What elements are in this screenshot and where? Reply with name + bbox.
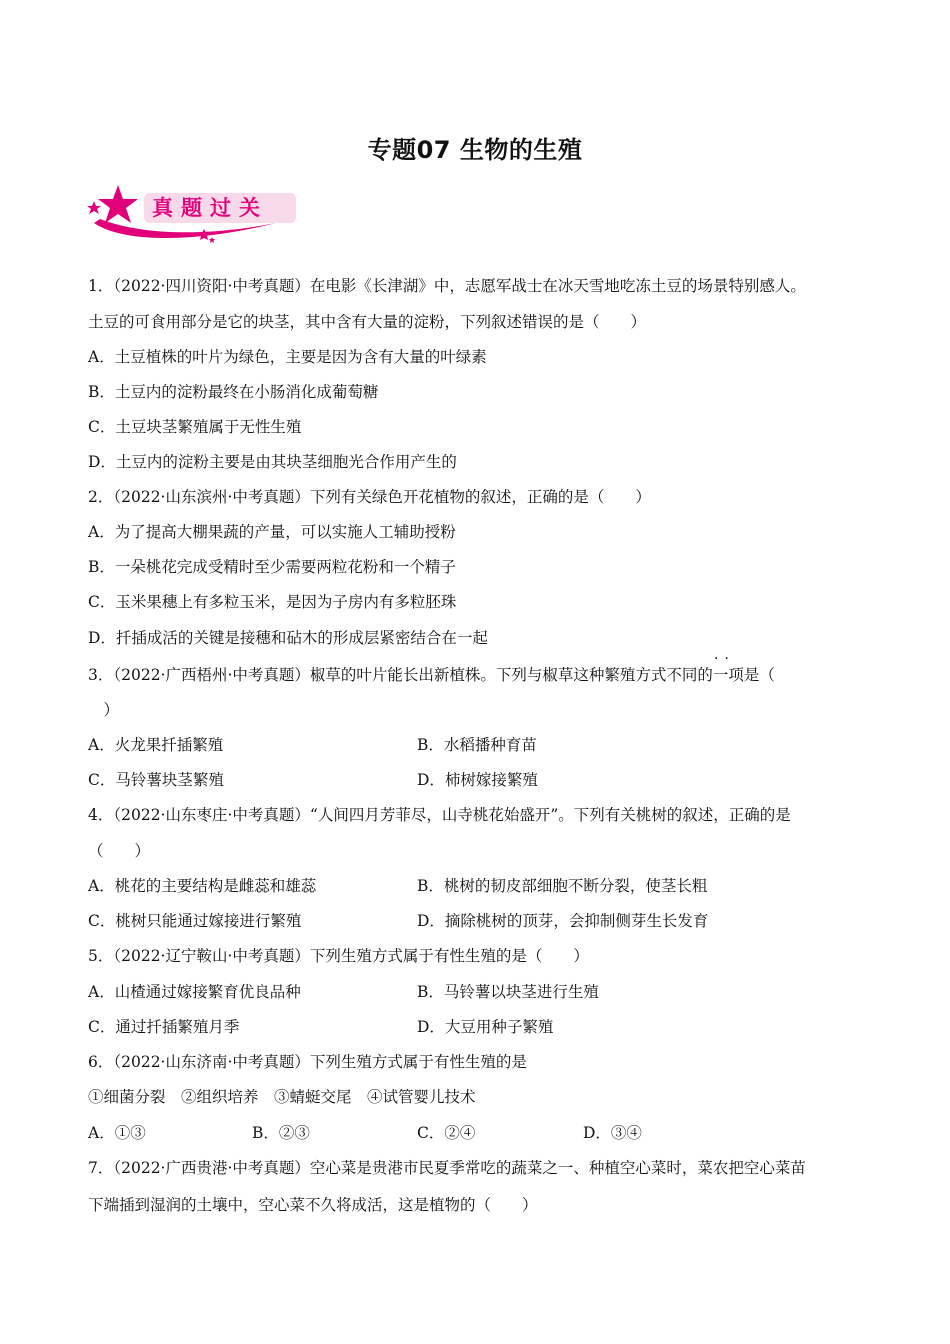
page-title: 专题07 生物的生殖	[367, 136, 583, 164]
q4-option-a: A．桃花的主要结构是雌蕊和雄蕊	[88, 877, 317, 895]
q4-stem-line1: 4．（2022·山东枣庄·中考真题）“人间四月芳菲尽，山寺桃花始盛开”。下列有关桃树的叙述，正确的是	[88, 806, 791, 824]
q1-option-c: C．土豆块茎繁殖属于无性生殖	[88, 418, 302, 436]
q4-option-d: D．摘除桃树的顶芽，会抑制侧芽生长发育	[417, 912, 709, 930]
banner-label: 真题过关	[152, 196, 268, 220]
q5-option-d: D．大豆用种子繁殖	[417, 1018, 554, 1036]
q3-option-b: B．水稻播种育苗	[417, 736, 537, 754]
q3-option-c: C．马铃薯块茎繁殖	[88, 771, 224, 789]
q3-stem-line1: 3．（2022·广西梧州·中考真题）椒草的叶片能长出新植株。下列与椒草这种繁殖方式不同的一项是（	[88, 666, 775, 684]
q3-option-d: D．柿树嫁接繁殖	[417, 771, 538, 789]
q2-option-d: D．扦插成活的关键是接穗和砧木的形成层紧密结合在一起	[88, 629, 488, 647]
q1-option-d: D．土豆内的淀粉主要是由其块茎细胞光合作用产生的	[88, 453, 457, 471]
q6-option-d: D．③④	[583, 1124, 642, 1142]
q5-option-c: C．通过扦插繁殖月季	[88, 1018, 240, 1036]
q4-option-c: C．桃树只能通过嫁接进行繁殖	[88, 912, 302, 930]
q4-option-b: B．桃树的韧皮部细胞不断分裂，使茎长粗	[417, 877, 708, 895]
q3-stem-line2: ）	[88, 701, 120, 719]
q7-stem-line2: 下端插到湿润的土壤中，空心菜不久将成活，这是植物的（ ）	[88, 1196, 538, 1214]
q1-stem-line2: 土豆的可食用部分是它的块茎，其中含有大量的淀粉，下列叙述错误的是（ ）	[88, 313, 647, 331]
q1-option-b: B．土豆内的淀粉最终在小肠消化成葡萄糖	[88, 383, 379, 401]
q5-option-a: A．山楂通过嫁接繁育优良品种	[88, 983, 301, 1001]
q6-stem: 6．（2022·山东济南·中考真题）下列生殖方式属于有性生殖的是	[88, 1053, 527, 1071]
q3-option-a: A．火龙果扦插繁殖	[88, 736, 224, 754]
q2-option-c: C．玉米果穗上有多粒玉米，是因为子房内有多粒胚珠	[88, 593, 457, 611]
q5-stem: 5．（2022·辽宁鞍山·中考真题）下列生殖方式属于有性生殖的是（ ）	[88, 947, 589, 965]
q6-option-c: C．②④	[417, 1124, 476, 1142]
q5-option-b: B．马铃薯以块茎进行生殖	[417, 983, 599, 1001]
emphasis-dots: ··	[714, 651, 735, 667]
q2-option-a: A．为了提高大棚果蔬的产量，可以实施人工辅助授粉	[88, 523, 456, 541]
q4-stem-line2: （ ）	[88, 842, 151, 860]
q1-stem-line1: 1．（2022·四川资阳·中考真题）在电影《长津湖》中，志愿军战士在冰天雪地吃冻土豆的场景特别感人。	[88, 277, 806, 295]
q6-option-b: B．②③	[252, 1124, 310, 1142]
q7-stem-line1: 7．（2022·广西贵港·中考真题）空心菜是贵港市民夏季常吃的蔬菜之一、种植空心菜时，菜农把空心菜苗	[88, 1159, 806, 1177]
q6-items: ①细菌分裂 ②组织培养 ③蜻蜓交尾 ④试管婴儿技术	[88, 1088, 476, 1106]
q2-option-b: B．一朵桃花完成受精时至少需要两粒花粉和一个精子	[88, 558, 456, 576]
section-banner	[86, 183, 302, 245]
q6-option-a: A．①③	[88, 1124, 146, 1142]
q1-option-a: A．土豆植株的叶片为绿色，主要是因为含有大量的叶绿素	[88, 348, 487, 366]
q2-stem: 2．（2022·山东滨州·中考真题）下列有关绿色开花植物的叙述，正确的是（ ）	[88, 488, 651, 506]
